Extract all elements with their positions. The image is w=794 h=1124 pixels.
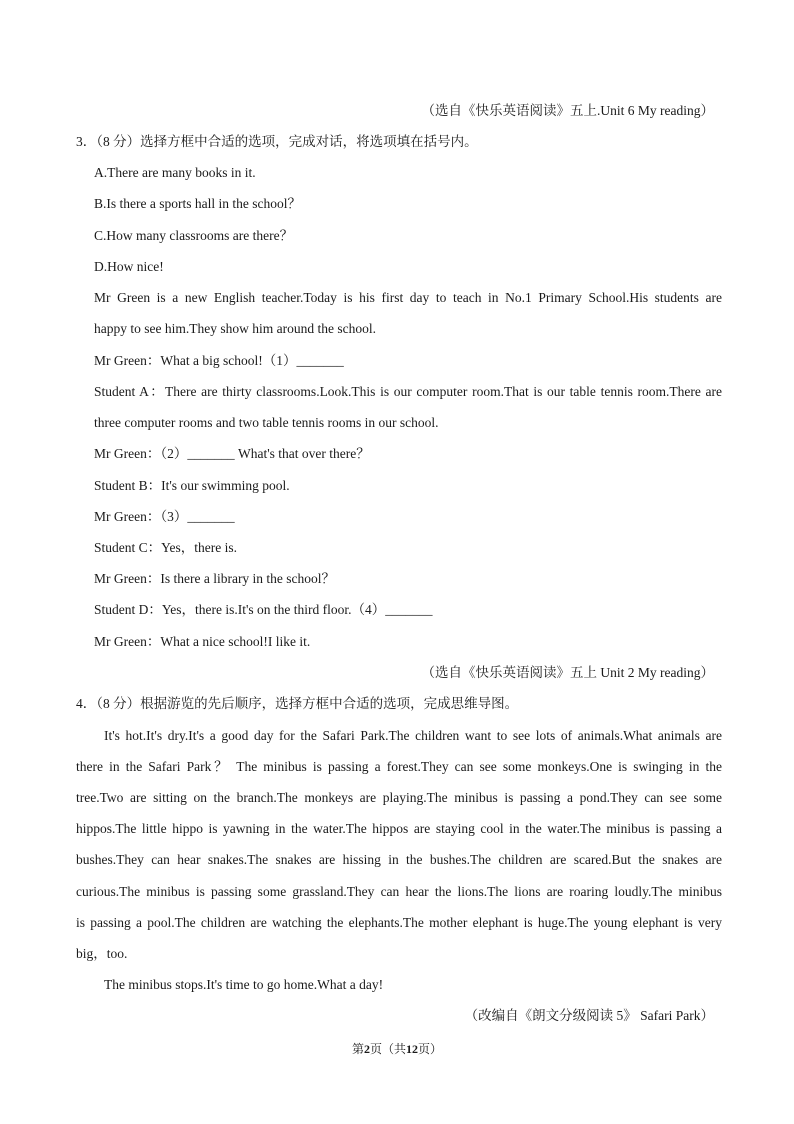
passage-line-2: there in the Safari Park？ The minibus is passing a forest.They can see some monkeys.One is swinging in the bbox=[76, 759, 722, 774]
footer-page-number: 2 bbox=[363, 1042, 370, 1056]
passage-line-5: bushes.They can hear snakes.The snakes are hissing in the bushes.The children are scared.But the snakes are bbox=[76, 852, 722, 867]
q3-option-a: A.There are many books in it. bbox=[94, 165, 256, 180]
passage-ending: The minibus stops.It's time to go home.What a day! bbox=[104, 977, 384, 992]
dialogue-line-10: Mr Green：What a nice school!I like it. bbox=[94, 634, 311, 649]
source-q4: （改编自《朗文分级阅读 5》 Safari Park） bbox=[464, 1008, 714, 1023]
q3-title: 3．（8 分）选择方框中合适的选项，完成对话，将选项填在括号内。 bbox=[76, 134, 478, 149]
page-footer bbox=[0, 1040, 794, 1058]
q3-option-d: D.How nice! bbox=[94, 259, 164, 274]
dialogue-line-6: Mr Green：（3）_______ bbox=[94, 509, 235, 524]
passage-line-8: big，too. bbox=[76, 946, 128, 961]
footer-total-pages: 12 bbox=[406, 1042, 418, 1056]
dialogue-line-2: Student A：There are thirty classrooms.Look.This is our computer room.That is our table tennis room.There are bbox=[94, 384, 722, 399]
q3-option-b: B.Is there a sports hall in the school？ bbox=[94, 196, 301, 211]
passage-line-6: curious.The minibus is passing some grassland.They can hear the lions.The lions are roaring loudly.The minibus bbox=[76, 884, 722, 899]
passage-line-7: is passing a pool.The children are watching the elephants.The mother elephant is huge.The young elephant is very bbox=[76, 915, 722, 930]
dialogue-line-7: Student C：Yes，there is. bbox=[94, 540, 238, 555]
dialogue-line-1: Mr Green：What a big school!（1）_______ bbox=[94, 353, 344, 368]
footer-prefix: 第 bbox=[351, 1042, 364, 1056]
passage-line-3: tree.Two are sitting on the branch.The monkeys are playing.The minibus is passing a pond.They can see some bbox=[76, 790, 722, 805]
q3-intro-line-2: happy to see him.They show him around the school. bbox=[94, 321, 376, 336]
dialogue-line-5: Student B：It's our swimming pool. bbox=[94, 478, 290, 493]
footer-middle: 页（共 bbox=[369, 1042, 406, 1056]
source-q2: （选自《快乐英语阅读》五上.Unit 6 My reading） bbox=[421, 103, 714, 118]
passage-line-1: It's hot.It's dry.It's a good day for the Safari Park.The children want to see lots of animals.What animals are bbox=[104, 728, 722, 743]
dialogue-line-8: Mr Green：Is there a library in the school？ bbox=[94, 571, 336, 586]
q4-title: 4．（8 分）根据游览的先后顺序，选择方框中合适的选项，完成思维导图。 bbox=[76, 696, 519, 711]
dialogue-line-4: Mr Green：（2）_______ What's that over there？ bbox=[94, 446, 370, 461]
dialogue-line-3: three computer rooms and two table tennis rooms in our school. bbox=[94, 415, 439, 430]
source-q3: （选自《快乐英语阅读》五上 Unit 2 My reading） bbox=[421, 665, 714, 680]
q3-option-c: C.How many classrooms are there？ bbox=[94, 228, 294, 243]
footer-suffix: 页） bbox=[418, 1042, 443, 1056]
dialogue-line-9: Student D：Yes，there is.It's on the third floor.（4）_______ bbox=[94, 602, 433, 617]
q3-intro-line-1: Mr Green is a new English teacher.Today is his first day to teach in No.1 Primary School.His students are bbox=[94, 290, 722, 305]
passage-line-4: hippos.The little hippo is yawning in the water.The hippos are staying cool in the water.The minibus is passing a bbox=[76, 821, 722, 836]
